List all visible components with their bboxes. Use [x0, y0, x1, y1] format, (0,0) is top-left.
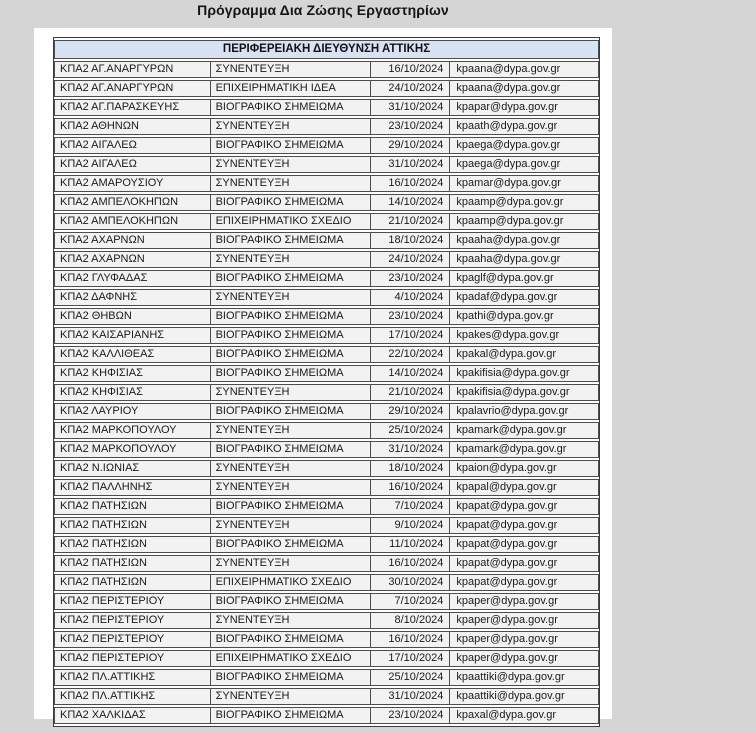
table-row	[54, 308, 599, 325]
date-cell: 23/10/2024	[371, 118, 450, 135]
office-cell: ΚΠΑ2 Ν.ΙΩΝΙΑΣ	[54, 460, 211, 477]
workshop-cell: ΣΥΝΕΝΤΕΥΞΗ	[211, 422, 372, 439]
email-cell: kpaper@dypa.gov.gr	[450, 631, 599, 648]
office-cell: ΚΠΑ2 ΓΛΥΦΑΔΑΣ	[54, 270, 211, 287]
date-cell: 25/10/2024	[371, 422, 450, 439]
date-cell: 29/10/2024	[371, 403, 450, 420]
workshop-cell: ΒΙΟΓΡΑΦΙΚΟ ΣΗΜΕΙΩΜΑ	[211, 365, 372, 382]
date-cell: 24/10/2024	[371, 251, 450, 268]
email-cell: kpapar@dypa.gov.gr	[450, 99, 599, 116]
office-cell: ΚΠΑ2 ΚΑΙΣΑΡΙΑΝΗΣ	[54, 327, 211, 344]
workshop-cell: ΣΥΝΕΝΤΕΥΞΗ	[211, 517, 372, 534]
workshop-cell: ΣΥΝΕΝΤΕΥΞΗ	[211, 384, 372, 401]
workshop-cell: ΣΥΝΕΝΤΕΥΞΗ	[211, 289, 372, 306]
office-cell: ΚΠΑ2 ΠΑΤΗΣΙΩΝ	[54, 574, 211, 591]
table-row	[54, 175, 599, 192]
office-cell: ΚΠΑ2 ΑΙΓΑΛΕΩ	[54, 156, 211, 173]
workshop-cell: ΒΙΟΓΡΑΦΙΚΟ ΣΗΜΕΙΩΜΑ	[211, 137, 372, 154]
email-cell: kpaana@dypa.gov.gr	[450, 80, 599, 97]
workshop-schedule-table	[54, 38, 599, 726]
table-row	[54, 118, 599, 135]
office-cell: ΚΠΑ2 ΘΗΒΩΝ	[54, 308, 211, 325]
date-cell: 14/10/2024	[371, 194, 450, 211]
date-cell: 18/10/2024	[371, 232, 450, 249]
email-cell: kpamark@dypa.gov.gr	[450, 422, 599, 439]
date-cell: 16/10/2024	[371, 175, 450, 192]
workshop-cell: ΒΙΟΓΡΑΦΙΚΟ ΣΗΜΕΙΩΜΑ	[211, 346, 372, 363]
office-cell: ΚΠΑ2 ΠΑΤΗΣΙΩΝ	[54, 498, 211, 515]
date-cell: 29/10/2024	[371, 137, 450, 154]
workshop-cell: ΕΠΙΧΕΙΡΗΜΑΤΙΚΟ ΣΧΕΔΙΟ	[211, 213, 372, 230]
office-cell: ΚΠΑ2 ΑΜΑΡΟΥΣΙΟΥ	[54, 175, 211, 192]
email-cell: kpakifisia@dypa.gov.gr	[450, 384, 599, 401]
date-cell: 16/10/2024	[371, 631, 450, 648]
table-row	[54, 99, 599, 116]
workshop-cell: ΣΥΝΕΝΤΕΥΞΗ	[211, 479, 372, 496]
office-cell: ΚΠΑ2 ΑΓ.ΑΝΑΡΓΥΡΩΝ	[54, 80, 211, 97]
email-cell: kpakifisia@dypa.gov.gr	[450, 365, 599, 382]
email-cell: kpaper@dypa.gov.gr	[450, 612, 599, 629]
email-cell: kpaion@dypa.gov.gr	[450, 460, 599, 477]
date-cell: 31/10/2024	[371, 156, 450, 173]
email-cell: kpapal@dypa.gov.gr	[450, 479, 599, 496]
table-row	[54, 707, 599, 724]
workshop-cell: ΒΙΟΓΡΑΦΙΚΟ ΣΗΜΕΙΩΜΑ	[211, 194, 372, 211]
office-cell: ΚΠΑ2 ΚΑΛΛΙΘΕΑΣ	[54, 346, 211, 363]
email-cell: kpaattiki@dypa.gov.gr	[450, 688, 599, 705]
email-cell: kpaath@dypa.gov.gr	[450, 118, 599, 135]
workshop-cell: ΒΙΟΓΡΑΦΙΚΟ ΣΗΜΕΙΩΜΑ	[211, 403, 372, 420]
table-row	[54, 251, 599, 268]
date-cell: 30/10/2024	[371, 574, 450, 591]
office-cell: ΚΠΑ2 ΑΧΑΡΝΩΝ	[54, 232, 211, 249]
workshop-cell: ΣΥΝΕΝΤΕΥΞΗ	[211, 688, 372, 705]
table-row	[54, 137, 599, 154]
email-cell: kpaper@dypa.gov.gr	[450, 650, 599, 667]
date-cell: 7/10/2024	[371, 593, 450, 610]
office-cell: ΚΠΑ2 ΜΑΡΚΟΠΟΥΛΟΥ	[54, 422, 211, 439]
workshop-cell: ΒΙΟΓΡΑΦΙΚΟ ΣΗΜΕΙΩΜΑ	[211, 441, 372, 458]
table-row	[54, 61, 599, 78]
email-cell: kpaper@dypa.gov.gr	[450, 593, 599, 610]
table-row	[54, 631, 599, 648]
workshop-cell: ΣΥΝΕΝΤΕΥΞΗ	[211, 175, 372, 192]
table-row	[54, 403, 599, 420]
table-row	[54, 536, 599, 553]
email-cell: kpaxal@dypa.gov.gr	[450, 707, 599, 724]
office-cell: ΚΠΑ2 ΜΑΡΚΟΠΟΥΛΟΥ	[54, 441, 211, 458]
email-cell: kpaglf@dypa.gov.gr	[450, 270, 599, 287]
table-row	[54, 441, 599, 458]
office-cell: ΚΠΑ2 ΑΘΗΝΩΝ	[54, 118, 211, 135]
date-cell: 9/10/2024	[371, 517, 450, 534]
office-cell: ΚΠΑ2 ΠΑΤΗΣΙΩΝ	[54, 517, 211, 534]
office-cell: ΚΠΑ2 ΔΑΦΝΗΣ	[54, 289, 211, 306]
workshop-cell: ΣΥΝΕΝΤΕΥΞΗ	[211, 251, 372, 268]
workshop-cell: ΒΙΟΓΡΑΦΙΚΟ ΣΗΜΕΙΩΜΑ	[211, 232, 372, 249]
office-cell: ΚΠΑ2 ΑΙΓΑΛΕΩ	[54, 137, 211, 154]
table-row	[54, 156, 599, 173]
email-cell: kpadaf@dypa.gov.gr	[450, 289, 599, 306]
workshop-cell: ΕΠΙΧΕΙΡΗΜΑΤΙΚΟ ΣΧΕΔΙΟ	[211, 650, 372, 667]
region-header-cell: ΠΕΡΙΦΕΡΕΙΑΚΗ ΔΙΕΥΘΥΝΣΗ ΑΤΤΙΚΗΣ	[54, 40, 599, 59]
table-row	[54, 517, 599, 534]
office-cell: ΚΠΑ2 ΑΜΠΕΛΟΚΗΠΩΝ	[54, 213, 211, 230]
workshop-cell: ΕΠΙΧΕΙΡΗΜΑΤΙΚΟ ΣΧΕΔΙΟ	[211, 574, 372, 591]
email-cell: kpalavrio@dypa.gov.gr	[450, 403, 599, 420]
date-cell: 18/10/2024	[371, 460, 450, 477]
date-cell: 23/10/2024	[371, 308, 450, 325]
date-cell: 8/10/2024	[371, 612, 450, 629]
office-cell: ΚΠΑ2 ΠΛ.ΑΤΤΙΚΗΣ	[54, 669, 211, 686]
table-row	[54, 270, 599, 287]
email-cell: kpapat@dypa.gov.gr	[450, 498, 599, 515]
email-cell: kpamar@dypa.gov.gr	[450, 175, 599, 192]
email-cell: kpaamp@dypa.gov.gr	[450, 194, 599, 211]
workshop-cell: ΣΥΝΕΝΤΕΥΞΗ	[211, 612, 372, 629]
office-cell: ΚΠΑ2 ΚΗΦΙΣΙΑΣ	[54, 384, 211, 401]
table-region-header-row	[54, 40, 599, 59]
table-row	[54, 688, 599, 705]
email-cell: kpaega@dypa.gov.gr	[450, 156, 599, 173]
date-cell: 14/10/2024	[371, 365, 450, 382]
office-cell: ΚΠΑ2 ΛΑΥΡΙΟΥ	[54, 403, 211, 420]
office-cell: ΚΠΑ2 ΑΓ.ΑΝΑΡΓΥΡΩΝ	[54, 61, 211, 78]
email-cell: kpapat@dypa.gov.gr	[450, 536, 599, 553]
date-cell: 16/10/2024	[371, 61, 450, 78]
office-cell: ΚΠΑ2 ΠΑΤΗΣΙΩΝ	[54, 536, 211, 553]
workshop-cell: ΣΥΝΕΝΤΕΥΞΗ	[211, 118, 372, 135]
workshop-cell: ΒΙΟΓΡΑΦΙΚΟ ΣΗΜΕΙΩΜΑ	[211, 536, 372, 553]
workshop-cell: ΒΙΟΓΡΑΦΙΚΟ ΣΗΜΕΙΩΜΑ	[211, 707, 372, 724]
workshop-cell: ΒΙΟΓΡΑΦΙΚΟ ΣΗΜΕΙΩΜΑ	[211, 327, 372, 344]
email-cell: kpapat@dypa.gov.gr	[450, 574, 599, 591]
workshop-cell: ΒΙΟΓΡΑΦΙΚΟ ΣΗΜΕΙΩΜΑ	[211, 270, 372, 287]
table-row	[54, 365, 599, 382]
office-cell: ΚΠΑ2 ΑΓ.ΠΑΡΑΣΚΕΥΗΣ	[54, 99, 211, 116]
table-row	[54, 213, 599, 230]
email-cell: kpaaha@dypa.gov.gr	[450, 251, 599, 268]
table-row	[54, 232, 599, 249]
date-cell: 23/10/2024	[371, 270, 450, 287]
email-cell: kpathi@dypa.gov.gr	[450, 308, 599, 325]
workshop-cell: ΒΙΟΓΡΑΦΙΚΟ ΣΗΜΕΙΩΜΑ	[211, 99, 372, 116]
date-cell: 16/10/2024	[371, 555, 450, 572]
workshop-cell: ΕΠΙΧΕΙΡΗΜΑΤΙΚΗ ΙΔΕΑ	[211, 80, 372, 97]
table-row	[54, 194, 599, 211]
office-cell: ΚΠΑ2 ΠΑΛΛΗΝΗΣ	[54, 479, 211, 496]
email-cell: kpapat@dypa.gov.gr	[450, 517, 599, 534]
date-cell: 11/10/2024	[371, 536, 450, 553]
email-cell: kpakes@dypa.gov.gr	[450, 327, 599, 344]
table-row	[54, 384, 599, 401]
table-row	[54, 650, 599, 667]
date-cell: 21/10/2024	[371, 384, 450, 401]
office-cell: ΚΠΑ2 ΚΗΦΙΣΙΑΣ	[54, 365, 211, 382]
table-row	[54, 479, 599, 496]
date-cell: 22/10/2024	[371, 346, 450, 363]
date-cell: 31/10/2024	[371, 688, 450, 705]
workshop-cell: ΣΥΝΕΝΤΕΥΞΗ	[211, 460, 372, 477]
office-cell: ΚΠΑ2 ΠΛ.ΑΤΤΙΚΗΣ	[54, 688, 211, 705]
workshop-schedule-table-wrap	[53, 37, 600, 727]
table-row	[54, 593, 599, 610]
page-title: Πρόγραμμα Δια Ζώσης Εργαστηρίων	[197, 2, 449, 18]
email-cell: kpaattiki@dypa.gov.gr	[450, 669, 599, 686]
date-cell: 23/10/2024	[371, 707, 450, 724]
date-cell: 17/10/2024	[371, 650, 450, 667]
date-cell: 17/10/2024	[371, 327, 450, 344]
date-cell: 7/10/2024	[371, 498, 450, 515]
workshop-cell: ΒΙΟΓΡΑΦΙΚΟ ΣΗΜΕΙΩΜΑ	[211, 593, 372, 610]
email-cell: kpaana@dypa.gov.gr	[450, 61, 599, 78]
workshop-cell: ΒΙΟΓΡΑΦΙΚΟ ΣΗΜΕΙΩΜΑ	[211, 631, 372, 648]
workshop-cell: ΒΙΟΓΡΑΦΙΚΟ ΣΗΜΕΙΩΜΑ	[211, 498, 372, 515]
date-cell: 4/10/2024	[371, 289, 450, 306]
date-cell: 24/10/2024	[371, 80, 450, 97]
email-cell: kpamark@dypa.gov.gr	[450, 441, 599, 458]
date-cell: 31/10/2024	[371, 99, 450, 116]
workshop-cell: ΣΥΝΕΝΤΕΥΞΗ	[211, 61, 372, 78]
table-row	[54, 327, 599, 344]
office-cell: ΚΠΑ2 ΠΕΡΙΣΤΕΡΙΟΥ	[54, 650, 211, 667]
office-cell: ΚΠΑ2 ΠΕΡΙΣΤΕΡΙΟΥ	[54, 631, 211, 648]
date-cell: 31/10/2024	[371, 441, 450, 458]
workshop-cell: ΣΥΝΕΝΤΕΥΞΗ	[211, 156, 372, 173]
date-cell: 25/10/2024	[371, 669, 450, 686]
office-cell: ΚΠΑ2 ΧΑΛΚΙΔΑΣ	[54, 707, 211, 724]
email-cell: kpakal@dypa.gov.gr	[450, 346, 599, 363]
office-cell: ΚΠΑ2 ΠΕΡΙΣΤΕΡΙΟΥ	[54, 612, 211, 629]
office-cell: ΚΠΑ2 ΑΧΑΡΝΩΝ	[54, 251, 211, 268]
workshop-cell: ΒΙΟΓΡΑΦΙΚΟ ΣΗΜΕΙΩΜΑ	[211, 308, 372, 325]
sheet-panel	[34, 28, 612, 719]
office-cell: ΚΠΑ2 ΠΕΡΙΣΤΕΡΙΟΥ	[54, 593, 211, 610]
email-cell: kpaamp@dypa.gov.gr	[450, 213, 599, 230]
workshop-cell: ΒΙΟΓΡΑΦΙΚΟ ΣΗΜΕΙΩΜΑ	[211, 669, 372, 686]
email-cell: kpaega@dypa.gov.gr	[450, 137, 599, 154]
date-cell: 21/10/2024	[371, 213, 450, 230]
table-row	[54, 555, 599, 572]
email-cell: kpapat@dypa.gov.gr	[450, 555, 599, 572]
table-row	[54, 574, 599, 591]
table-row	[54, 498, 599, 515]
table-row	[54, 422, 599, 439]
email-cell: kpaaha@dypa.gov.gr	[450, 232, 599, 249]
table-row	[54, 346, 599, 363]
workshop-cell: ΣΥΝΕΝΤΕΥΞΗ	[211, 555, 372, 572]
office-cell: ΚΠΑ2 ΠΑΤΗΣΙΩΝ	[54, 555, 211, 572]
table-row	[54, 460, 599, 477]
table-row	[54, 669, 599, 686]
table-row	[54, 289, 599, 306]
table-row	[54, 612, 599, 629]
date-cell: 16/10/2024	[371, 479, 450, 496]
office-cell: ΚΠΑ2 ΑΜΠΕΛΟΚΗΠΩΝ	[54, 194, 211, 211]
table-row	[54, 80, 599, 97]
